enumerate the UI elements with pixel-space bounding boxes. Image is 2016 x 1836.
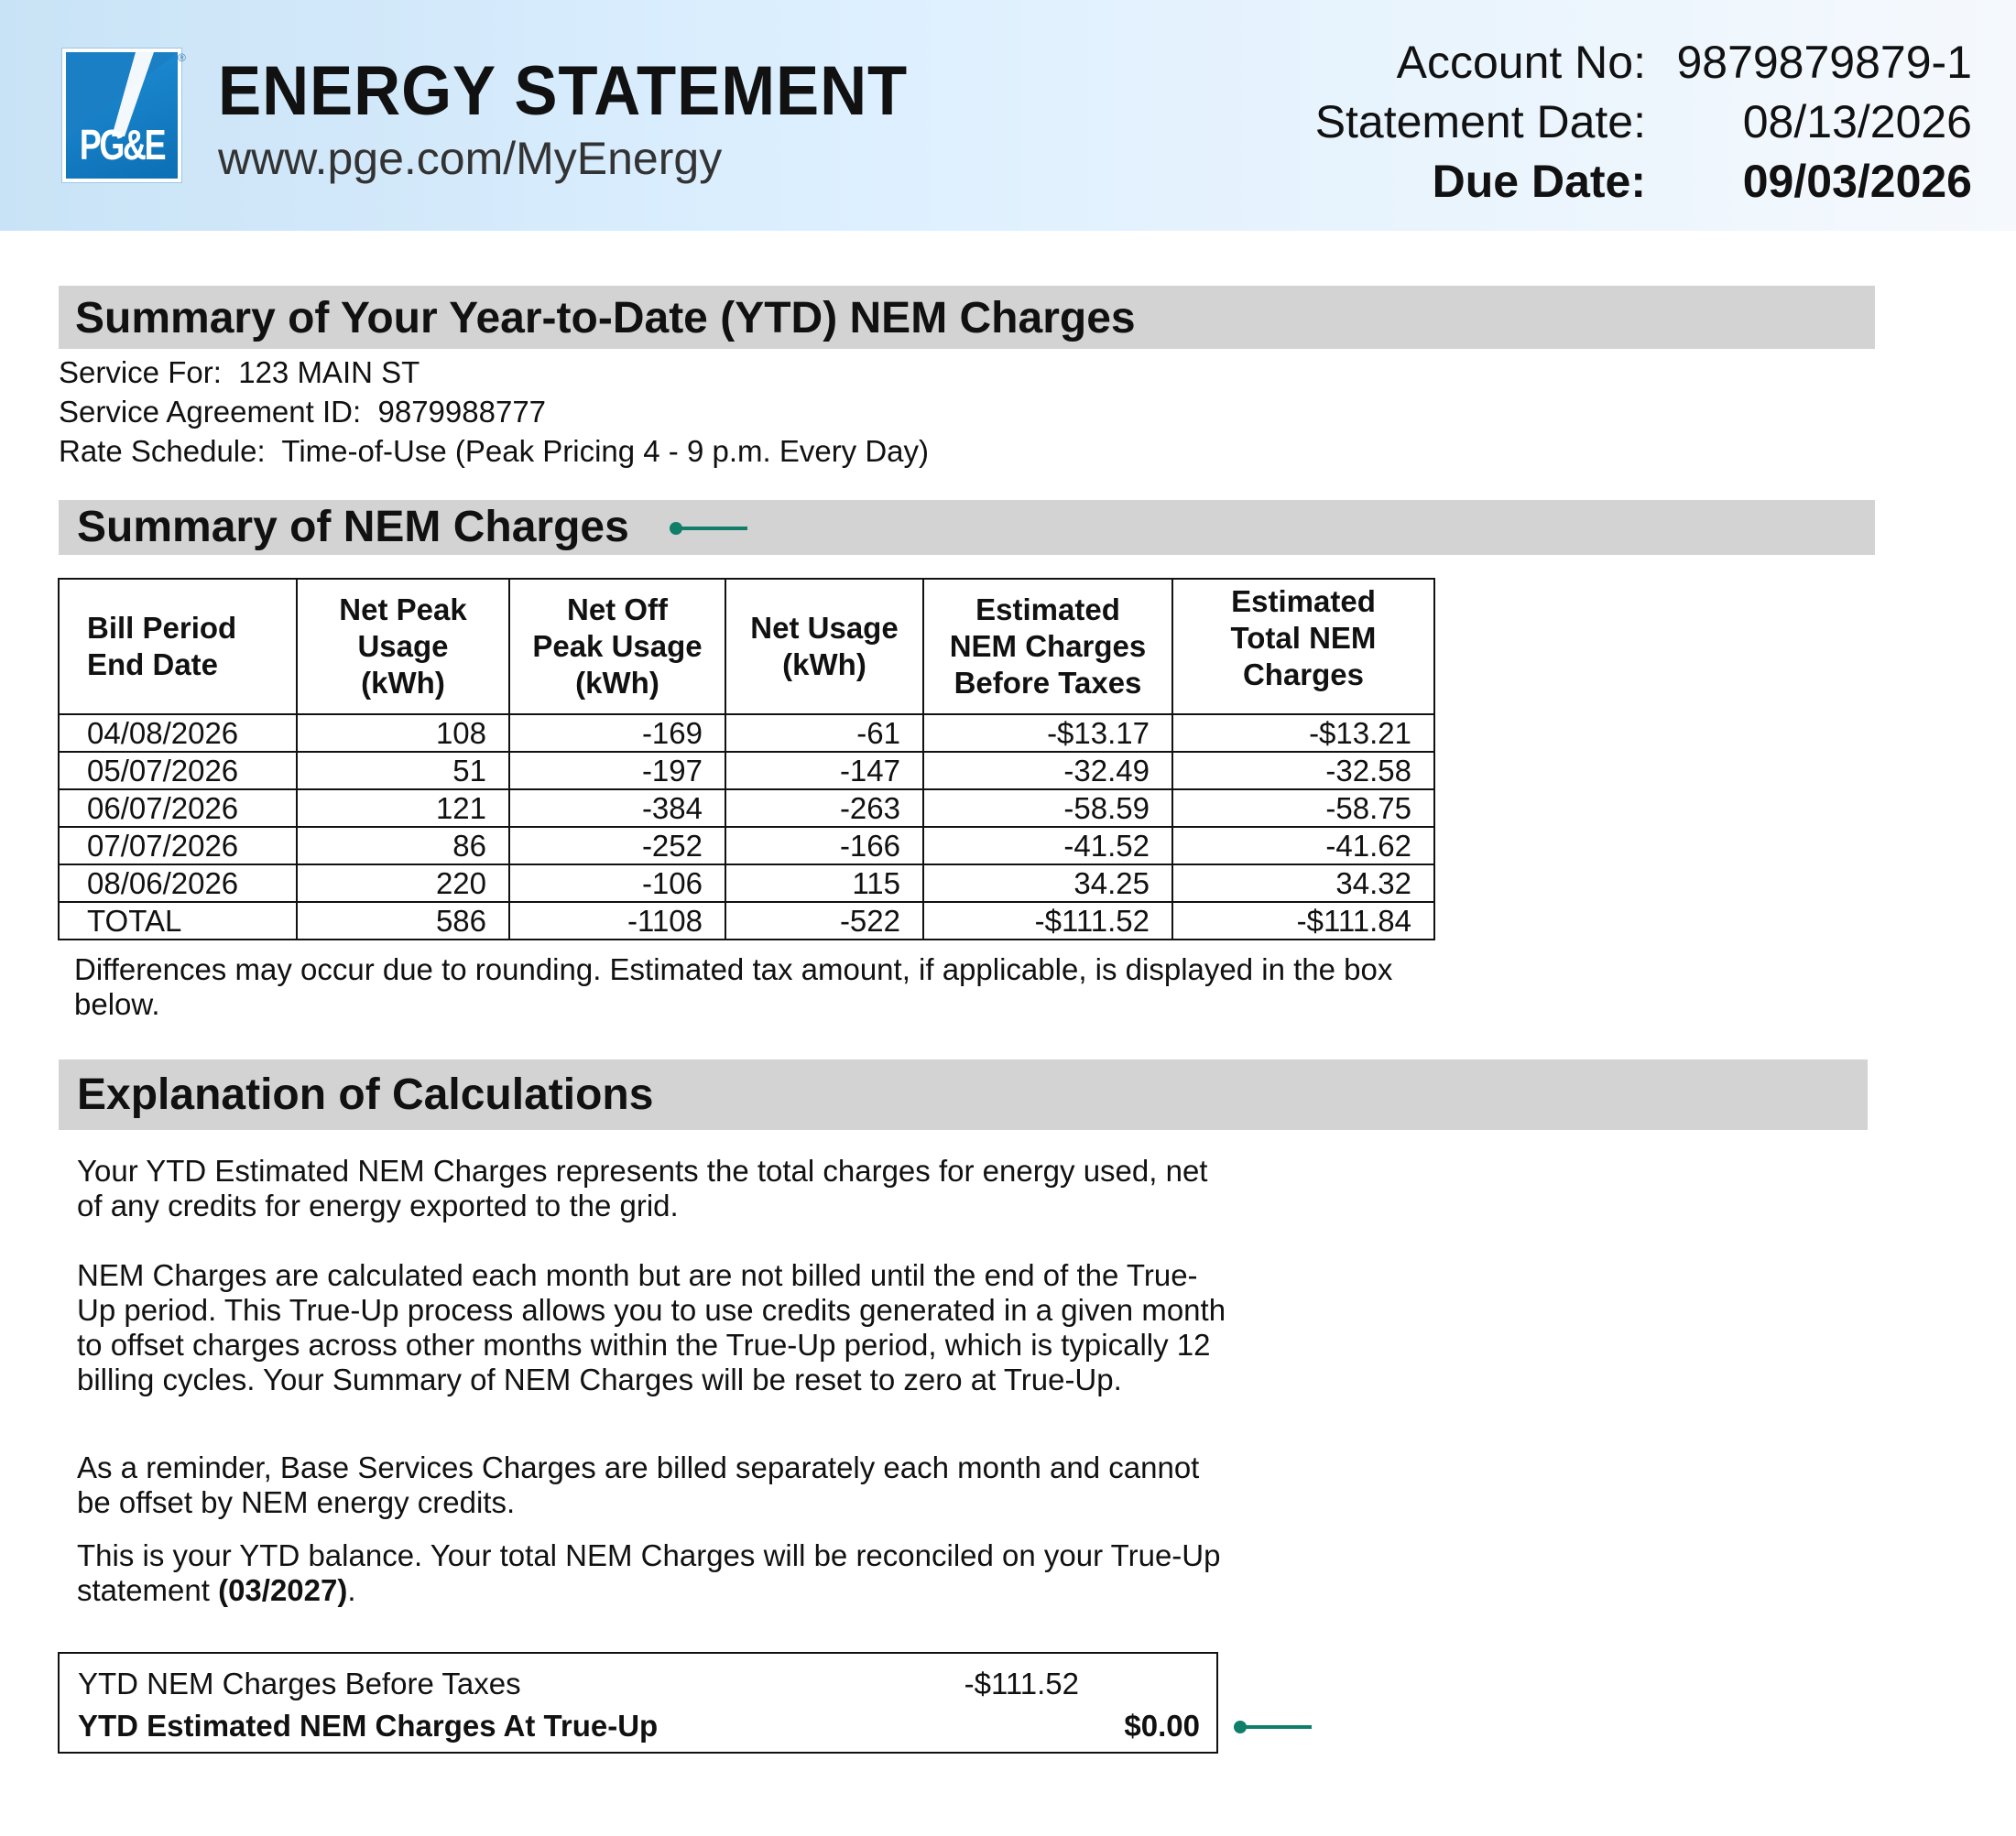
at-trueup-label: YTD Estimated NEM Charges At True-Up [78, 1709, 659, 1743]
table-cell: -61 [725, 714, 923, 752]
table-cell: -106 [509, 864, 725, 902]
at-trueup-value: $0.00 [1124, 1709, 1200, 1743]
col-net-off-peak: Net Off Peak Usage (kWh) [509, 579, 725, 714]
before-taxes-value: -$111.52 [964, 1667, 1079, 1700]
page-title: ENERGY STATEMENT [218, 52, 909, 130]
statement-date: 08/13/2026 [1742, 96, 1972, 147]
explanation-paragraph-3: As a reminder, Base Services Charges are billed separately each month and cannot be offset by NEM energy credits. [77, 1450, 1200, 1519]
table-cell: TOTAL [59, 902, 297, 940]
statement-header [0, 0, 2016, 231]
table-cell: 86 [297, 827, 509, 864]
registered-mark: ® [178, 51, 186, 64]
table-cell: 05/07/2026 [59, 752, 297, 789]
account-no: 9879879879-1 [1676, 37, 1972, 88]
table-cell: -$111.52 [923, 902, 1172, 940]
ytd-section-title: Summary of Your Year-to-Date (YTD) NEM Charges [59, 286, 1875, 349]
website-url[interactable]: www.pge.com/MyEnergy [218, 133, 723, 184]
callout-marker-icon [667, 519, 749, 538]
table-cell: 586 [297, 902, 509, 940]
table-header-row [59, 579, 1434, 714]
table-cell: 34.25 [923, 864, 1172, 902]
table-cell: -169 [509, 714, 725, 752]
table-cell: 220 [297, 864, 509, 902]
nem-summary-title-text: Summary of NEM Charges [77, 503, 629, 551]
ytd-totals-box [58, 1652, 1218, 1754]
table-cell: -252 [509, 827, 725, 864]
trueup-date: (03/2027) [218, 1573, 348, 1607]
explanation-paragraph-4: This is your YTD balance. Your total NEM Charges will be reconciled on your True-Up statement (03/2027). [77, 1538, 1221, 1607]
table-cell: -166 [725, 827, 923, 864]
explanation-paragraph-2: NEM Charges are calculated each month but are not billed until the end of the True-Up period. This True-Up process allows you to use credits generated in a given month to offset charges across other months within the True-Up period, which is typically 12 billing cycles. Your Summary of NEM Charges will be reset to zero at True-Up. [77, 1258, 1226, 1396]
table-cell: -41.52 [923, 827, 1172, 864]
table-cell: 07/07/2026 [59, 827, 297, 864]
agreement-id: 9879988777 [377, 395, 547, 429]
table-cell: -32.58 [1172, 752, 1434, 789]
table-cell: 34.32 [1172, 864, 1434, 902]
col-est-nem-before-taxes: Estimated NEM Charges Before Taxes [923, 579, 1172, 714]
table-cell: 04/08/2026 [59, 714, 297, 752]
table-cell: -$111.84 [1172, 902, 1434, 940]
table-cell: -58.75 [1172, 789, 1434, 827]
agreement-line [59, 392, 546, 431]
table-cell: -263 [725, 789, 923, 827]
statement-date-label: Statement Date: [1314, 96, 1646, 147]
rounding-note: Differences may occur due to rounding. Estimated tax amount, if applicable, is displayed in the box below. [74, 952, 1393, 1021]
table-row [59, 864, 1434, 902]
col-net-peak: Net Peak Usage (kWh) [297, 579, 509, 714]
explanation-title: Explanation of Calculations [59, 1059, 1868, 1130]
table-cell: -197 [509, 752, 725, 789]
account-labels [1315, 33, 1646, 212]
service-for-value: 123 MAIN ST [238, 355, 420, 389]
logo-text: PG&E [79, 121, 165, 168]
table-row [59, 714, 1434, 752]
table-cell: 108 [297, 714, 509, 752]
due-date-label: Due Date: [1432, 156, 1646, 207]
table-row [59, 827, 1434, 864]
rate-schedule-label: Rate Schedule: [59, 434, 266, 468]
service-for-line [59, 353, 420, 392]
pge-logo [62, 49, 181, 182]
table-cell: -147 [725, 752, 923, 789]
account-no-label: Account No: [1396, 37, 1646, 88]
table-cell: -41.62 [1172, 827, 1434, 864]
callout-marker-icon [1231, 1718, 1313, 1736]
total-row [59, 902, 1434, 940]
table-cell: -$13.21 [1172, 714, 1434, 752]
table-cell: -$13.17 [923, 714, 1172, 752]
nem-summary-title [59, 500, 1875, 555]
rate-schedule-value: Time-of-Use (Peak Pricing 4 - 9 p.m. Every Day) [281, 434, 930, 468]
table-cell: -522 [725, 902, 923, 940]
table-cell: -58.59 [923, 789, 1172, 827]
due-date: 09/03/2026 [1742, 156, 1972, 207]
col-est-total-nem: Estimated Total NEM Charges [1172, 579, 1434, 714]
table-cell: -1108 [509, 902, 725, 940]
table-cell: 51 [297, 752, 509, 789]
table-cell: -32.49 [923, 752, 1172, 789]
nem-charges-table [58, 578, 1435, 940]
table-cell: -384 [509, 789, 725, 827]
service-for-label: Service For: [59, 355, 222, 389]
table-cell: 121 [297, 789, 509, 827]
table-row [59, 789, 1434, 827]
agreement-label: Service Agreement ID: [59, 395, 362, 429]
explanation-paragraph-1: Your YTD Estimated NEM Charges represents the total charges for energy used, net of any credits for energy exported to the grid. [77, 1154, 1208, 1222]
table-cell: 115 [725, 864, 923, 902]
table-cell: 08/06/2026 [59, 864, 297, 902]
table-cell: 06/07/2026 [59, 789, 297, 827]
table-row [59, 752, 1434, 789]
col-bill-period: Bill Period End Date [59, 579, 297, 714]
account-values [1676, 33, 1972, 212]
rate-schedule-line [59, 431, 929, 471]
col-net-usage: Net Usage (kWh) [725, 579, 923, 714]
before-taxes-label: YTD NEM Charges Before Taxes [78, 1667, 521, 1700]
